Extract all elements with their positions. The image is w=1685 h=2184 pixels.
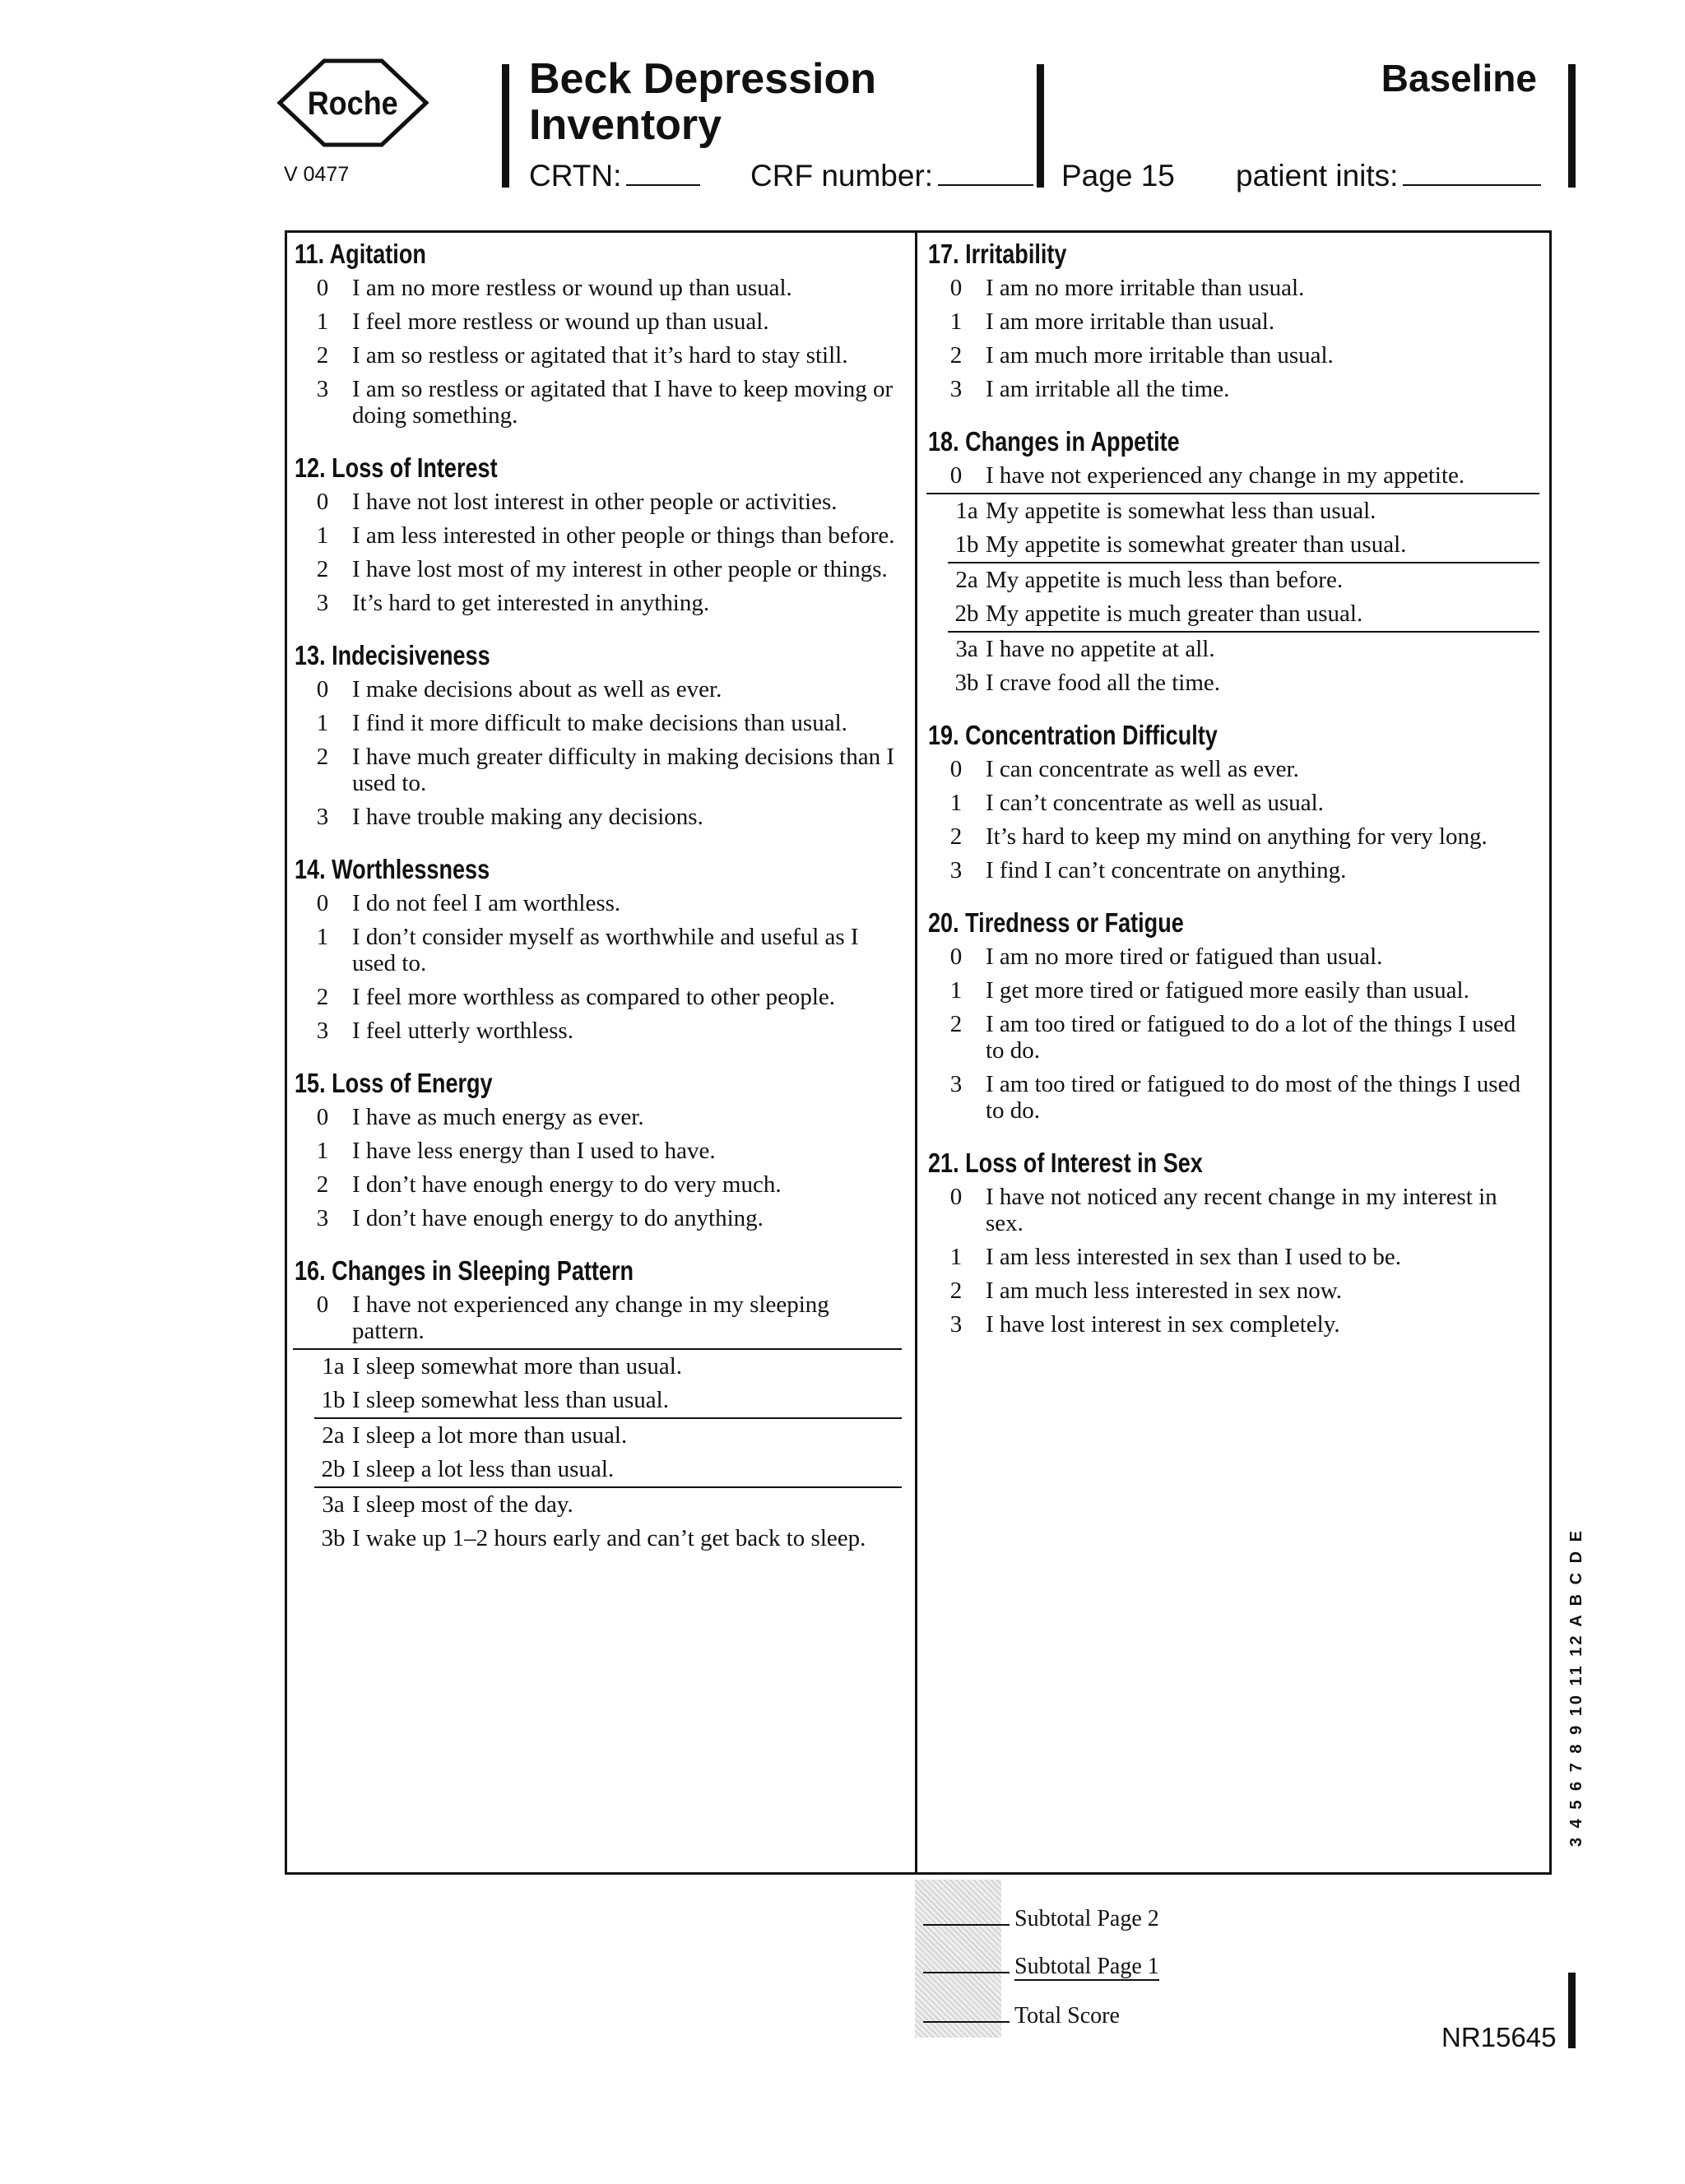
title-line-1: Beck Depression xyxy=(529,55,876,103)
option-row[interactable]: 0 I have not noticed any recent change in my interest in sex. xyxy=(949,1184,1497,1236)
option-row[interactable]: 1 I find it more difficult to make decisions than usual. xyxy=(316,710,847,736)
option-row[interactable]: 1a I sleep somewhat more than usual. xyxy=(322,1353,683,1379)
item-title: 17. Irritability xyxy=(928,239,1067,269)
item-17 xyxy=(926,237,1539,406)
option-row[interactable]: 2 I have lost most of my interest in other people or things. xyxy=(316,556,888,582)
side-code: 3 4 5 6 7 8 9 10 11 12 A B C D E xyxy=(1567,1528,1585,1847)
item-title: 13. Indecisiveness xyxy=(295,640,490,670)
option-row[interactable]: 2 I am much more irritable than usual. xyxy=(949,342,1334,369)
patient-inits-input[interactable] xyxy=(1403,161,1541,186)
crf-field xyxy=(750,159,1033,193)
left-column xyxy=(293,237,902,1574)
subtotal-page-2-input[interactable] xyxy=(923,1924,1010,1926)
header-divider xyxy=(502,64,509,188)
item-title: 19. Concentration Difficulty xyxy=(928,720,1218,750)
item-20 xyxy=(926,906,1539,1128)
option-row[interactable]: 3 It’s hard to get interested in anything. xyxy=(316,590,710,616)
option-row[interactable]: 2 I feel more worthless as compared to other people. xyxy=(316,984,836,1010)
option-row[interactable]: 2a I sleep a lot more than usual. xyxy=(322,1422,628,1449)
crtn-input[interactable] xyxy=(626,161,700,186)
option-row[interactable]: 0 I am no more tired or fatigued than usual. xyxy=(949,944,1383,970)
option-row[interactable]: 2 I have much greater difficulty in making decisions than I used to. xyxy=(316,744,895,796)
subtotal-page-2-label: Subtotal Page 2 xyxy=(1014,1906,1159,1931)
option-row[interactable]: 0 I am no more irritable than usual. xyxy=(949,275,1305,301)
option-row[interactable]: 3a I have no appetite at all. xyxy=(955,636,1215,662)
item-title: 16. Changes in Sleeping Pattern xyxy=(295,1255,634,1286)
crf-input[interactable] xyxy=(938,161,1033,186)
option-row[interactable]: 1 I feel more restless or wound up than usual. xyxy=(316,308,769,335)
item-title: 18. Changes in Appetite xyxy=(928,426,1180,457)
option-row[interactable]: 3b I crave food all the time. xyxy=(954,670,1221,696)
item-title: 14. Worthlessness xyxy=(295,854,490,884)
total-score-input[interactable] xyxy=(923,2021,1010,2023)
option-row[interactable]: 1b My appetite is somewhat greater than usual. xyxy=(948,528,1539,563)
subtotal-page-2-row[interactable] xyxy=(923,1906,1159,1932)
option-row[interactable]: 2 It’s hard to keep my mind on anything for very long. xyxy=(949,823,1488,850)
option-row[interactable]: 3b I wake up 1–2 hours early and can’t get back to sleep. xyxy=(321,1525,866,1551)
crtn-label: CRTN: xyxy=(529,159,622,192)
option-row[interactable]: 2 I am much less interested in sex now. xyxy=(949,1277,1343,1304)
title-line-2: Inventory xyxy=(529,101,722,149)
option-row[interactable]: 2 I am so restless or agitated that it’s hard to stay still. xyxy=(316,342,848,369)
logo-text: Roche xyxy=(307,86,398,123)
subtotal-page-1-label: Subtotal Page 1 xyxy=(1014,1954,1159,1979)
crf-label: CRF number: xyxy=(750,159,934,192)
option-row[interactable]: 3 I am too tired or fatigued to do most of the things I used to do. xyxy=(949,1071,1520,1124)
page-title xyxy=(529,56,876,148)
item-19 xyxy=(926,718,1539,888)
option-row[interactable]: 0 I can concentrate as well as ever. xyxy=(949,756,1299,782)
option-row[interactable]: 0 I have not lost interest in other people or activities. xyxy=(316,489,838,515)
item-18 xyxy=(926,424,1539,700)
option-row[interactable]: 0 I have as much energy as ever. xyxy=(316,1104,644,1130)
option-row[interactable]: 2b My appetite is much greater than usual. xyxy=(948,597,1539,633)
option-row[interactable]: 3 I feel utterly worthless. xyxy=(316,1018,573,1044)
option-row[interactable]: 3 I am irritable all the time. xyxy=(949,376,1230,402)
header-divider-3 xyxy=(1568,64,1576,188)
option-row[interactable]: 2b I sleep a lot less than usual. xyxy=(314,1453,902,1488)
total-score-row[interactable] xyxy=(923,2003,1120,2029)
visit-label: Baseline xyxy=(1381,57,1537,100)
option-row[interactable]: 1a My appetite is somewhat less than usual. xyxy=(955,498,1376,524)
page-number: Page 15 xyxy=(1061,159,1175,192)
option-row[interactable]: 0 I do not feel I am worthless. xyxy=(316,890,621,916)
item-14 xyxy=(293,852,902,1048)
option-row[interactable]: 1 I am less interested in other people or things than before. xyxy=(316,522,895,549)
version-label: V 0477 xyxy=(284,163,350,186)
option-row[interactable]: 3 I am so restless or agitated that I have to keep moving or doing something. xyxy=(316,376,894,429)
item-16 xyxy=(293,1254,902,1556)
option-row[interactable]: 3 I have lost interest in sex completely. xyxy=(949,1311,1340,1338)
option-row[interactable]: 0 I am no more restless or wound up than usual. xyxy=(316,275,792,301)
item-21 xyxy=(926,1146,1539,1342)
item-title: 12. Loss of Interest xyxy=(295,452,498,483)
patient-inits-label: patient inits: xyxy=(1236,159,1399,192)
item-title: 20. Tiredness or Fatigue xyxy=(928,907,1184,938)
total-score-label: Total Score xyxy=(1014,2003,1120,2029)
option-row[interactable]: 1 I don’t consider myself as worthwhile and useful as I used to. xyxy=(316,924,859,976)
column-divider xyxy=(915,230,917,1875)
option-row[interactable]: 1 I can’t concentrate as well as usual. xyxy=(949,790,1324,816)
header-divider-2 xyxy=(1037,64,1044,188)
option-row[interactable]: 3a I sleep most of the day. xyxy=(322,1491,573,1518)
option-row[interactable]: 3 I don’t have enough energy to do anything. xyxy=(316,1205,764,1231)
crtn-field xyxy=(529,159,700,193)
option-row[interactable]: 1b I sleep somewhat less than usual. xyxy=(314,1384,902,1419)
right-column xyxy=(926,237,1539,1360)
form-number: NR15645 xyxy=(1441,2022,1557,2052)
option-row[interactable]: 3 I find I can’t concentrate on anything. xyxy=(949,857,1347,883)
item-13 xyxy=(293,638,902,834)
option-row[interactable]: 2 I am too tired or fatigued to do a lot of the things I used to do. xyxy=(949,1011,1516,1064)
option-row[interactable]: 1 I have less energy than I used to have. xyxy=(316,1138,716,1164)
option-row[interactable]: 0 I make decisions about as well as ever. xyxy=(316,676,722,702)
option-row[interactable]: 0 I have not experienced any change in my appetite. xyxy=(926,459,1539,494)
item-title: 21. Loss of Interest in Sex xyxy=(928,1148,1203,1178)
patient-inits-field xyxy=(1236,159,1541,193)
option-row[interactable]: 1 I am more irritable than usual. xyxy=(949,308,1275,335)
option-row[interactable]: 1 I get more tired or fatigued more easily than usual. xyxy=(949,977,1469,1004)
subtotal-page-1-row[interactable] xyxy=(923,1954,1159,1980)
item-12 xyxy=(293,451,902,620)
item-title: 15. Loss of Energy xyxy=(295,1068,493,1098)
option-row[interactable]: 1 I am less interested in sex than I used to be. xyxy=(949,1244,1401,1270)
option-row[interactable]: 0 I have not experienced any change in my sleeping pattern. xyxy=(293,1288,902,1350)
subtotal-page-1-input[interactable] xyxy=(923,1972,1010,1973)
roche-logo xyxy=(276,58,429,148)
option-row[interactable]: 3 I have trouble making any decisions. xyxy=(316,804,703,830)
option-row[interactable]: 2a My appetite is much less than before. xyxy=(955,567,1344,593)
footer-bar xyxy=(1568,1973,1576,2048)
option-row[interactable]: 2 I don’t have enough energy to do very much. xyxy=(316,1171,782,1198)
item-11 xyxy=(293,237,902,433)
item-15 xyxy=(293,1066,902,1236)
item-title: 11. Agitation xyxy=(295,239,426,269)
